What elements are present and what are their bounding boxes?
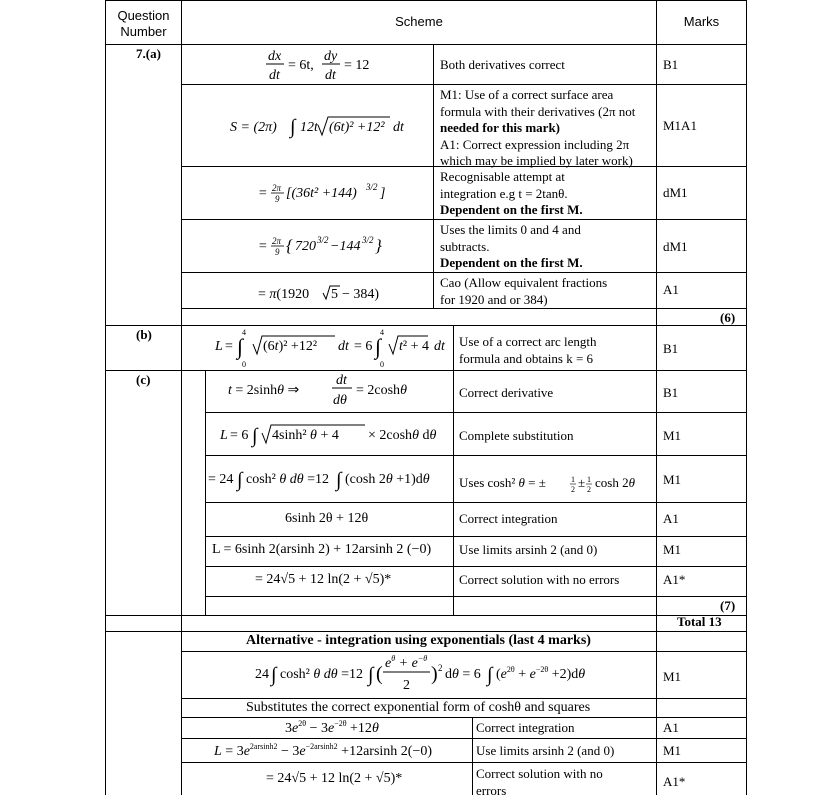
svg-text:dθ: dθ <box>333 393 347 408</box>
part-a-working-3 <box>258 181 388 209</box>
svg-text:∫: ∫ <box>237 334 244 359</box>
part-c-mark-2: M1 <box>663 428 682 443</box>
svg-text:dt: dt <box>393 120 404 135</box>
alt-working-4 <box>214 740 470 766</box>
svg-text:L: L <box>220 428 228 443</box>
part-c-working-2 <box>220 421 450 453</box>
part-a-working-5 <box>258 283 388 309</box>
svg-text:∫: ∫ <box>487 664 493 686</box>
part-a-working-2 <box>230 113 430 145</box>
svg-text:{: { <box>286 236 293 255</box>
svg-text:cosh² θ dθ =12: cosh² θ dθ =12 <box>246 472 330 487</box>
part-a-working-4 <box>258 233 388 263</box>
alt-mark-3: A1 <box>663 720 679 735</box>
part-a-mark-3: dM1 <box>663 185 688 200</box>
header-marks: Marks <box>683 14 720 29</box>
svg-text:0: 0 <box>380 360 384 369</box>
part-c-mark-4: A1 <box>663 511 679 526</box>
svg-text:=: = <box>258 186 268 201</box>
svg-text:= 6t,: = 6t, <box>288 58 314 73</box>
svg-text:[(36t² +144): [(36t² +144) <box>286 186 357 201</box>
part-a-note-5: Cao (Allow equivalent fractions for 1920 and or 384) <box>440 275 608 307</box>
alt-working-1 <box>255 653 615 701</box>
alt-mark-5: A1* <box>663 774 686 789</box>
svg-text:}: } <box>375 236 382 255</box>
svg-text:dθ = 6: dθ = 6 <box>445 667 481 682</box>
svg-text:dt: dt <box>325 68 336 83</box>
svg-text:4: 4 <box>380 328 384 337</box>
part-c-mark-5: M1 <box>663 542 682 557</box>
svg-text:L = 3e2arsinh2 − 3e−2arsinh2 +: $L = 3e^{2arsinh2} - 3e^{-2arsinh2} +12arsinh$ 2(−0) <box>214 742 433 759</box>
alt-working-3 <box>285 718 415 742</box>
svg-text:t = 2sinhθ ⇒: t = 2sinhθ ⇒ <box>228 383 300 398</box>
part-c-note-1: Correct derivative <box>459 385 554 400</box>
svg-text:4sinh² θ + 4: 4sinh² θ + 4 <box>272 428 339 443</box>
svg-text:S = (2π): S = (2π) <box>230 120 277 135</box>
svg-text:= 12: = 12 <box>344 58 370 73</box>
svg-text:3/2: 3/2 <box>366 182 378 192</box>
part-b-note: Use of a correct arc length formula and obtains k = 6 <box>459 334 597 366</box>
svg-text:dt: dt <box>336 373 347 388</box>
svg-text:= 2coshθ: = 2coshθ <box>356 383 407 398</box>
svg-text:(e2θ + e−2θ +2)dθ: $(e^{2\theta} + e^{-2\theta} +2)d\theta$ <box>496 665 586 682</box>
svg-text:t² + 4: t² + 4 <box>399 339 429 354</box>
part-c-note-5: Use limits arsinh 2 (and 0) <box>459 542 598 557</box>
svg-text:2π: 2π <box>272 183 282 193</box>
svg-text:= 6: = 6 <box>230 428 249 443</box>
alt-mark-4: M1 <box>663 743 682 758</box>
svg-text:(6t)² +12²: (6t)² +12² <box>263 339 318 354</box>
alt-note-5: Correct solution with no errors <box>476 766 603 798</box>
svg-text:=: = <box>225 339 233 354</box>
svg-text:9: 9 <box>275 194 280 204</box>
part-a-mark-4: dM1 <box>663 239 688 254</box>
part-c-working-1 <box>228 372 448 414</box>
svg-text:− 384): − 384) <box>342 287 380 302</box>
svg-text:): ) <box>431 663 438 685</box>
svg-text:3e2θ − 3e−2θ +12θ: $3e^{2\theta} - 3e^{-2\theta} +12\theta$ <box>285 719 379 736</box>
part-c-note-6: Correct solution with no errors <box>459 572 620 587</box>
svg-text:−144: −144 <box>330 239 361 254</box>
svg-text:2: 2 <box>403 678 410 693</box>
svg-text:24: 24 <box>255 667 269 682</box>
part-a-note-3: Recognisable attempt at integration e.g t = 2tanθ. Dependent on the first M. <box>440 169 583 217</box>
svg-text:× 2coshθ dθ: × 2coshθ dθ <box>368 428 437 443</box>
svg-text:12t: 12t <box>300 120 318 135</box>
part-c-label: (c) <box>136 372 151 387</box>
part-b-working <box>215 327 451 373</box>
part-c-working-6: = 24√5 + 12 ln(2 + √5)* <box>255 572 392 587</box>
svg-text:(: ( <box>376 663 383 685</box>
alternative-title: Alternative - integration using exponentials (last 4 marks) <box>246 633 591 648</box>
svg-text:∫: ∫ <box>237 469 243 491</box>
part-c-mark-6: A1* <box>663 572 686 587</box>
part-a-working-1 <box>262 49 432 83</box>
svg-text:= π(1920: = π(1920 <box>258 287 310 302</box>
alt-note-3: Correct integration <box>476 720 575 735</box>
svg-text:∫: ∫ <box>271 664 277 686</box>
svg-text:1: 1 <box>587 475 591 484</box>
svg-text:dt: dt <box>269 68 280 83</box>
svg-text:2: 2 <box>438 663 443 673</box>
svg-text:∫: ∫ <box>336 469 342 491</box>
svg-text:L: L <box>215 339 223 354</box>
part-c-working-5: L = 6sinh 2(arsinh 2) + 12arsinh 2 (−0) <box>212 542 432 557</box>
part-a-mark-1: B1 <box>663 57 679 72</box>
part-c-working-3 <box>208 466 452 496</box>
svg-text:cosh² θ dθ =12: cosh² θ dθ =12 <box>280 667 364 682</box>
alt-working-2: Substitutes the correct exponential form of coshθ and squares <box>246 700 591 715</box>
svg-text:4: 4 <box>242 328 246 337</box>
part-c-mark-3: M1 <box>663 472 682 487</box>
part-a-label: 7.(a) <box>136 46 161 61</box>
svg-text:3/2: 3/2 <box>362 235 374 245</box>
part-c-subtotal: (7) <box>720 598 736 613</box>
alt-mark-1: M1 <box>663 669 682 684</box>
header-question-number: Question Number <box>117 8 170 39</box>
part-b-mark: B1 <box>663 341 679 356</box>
svg-text:dx: dx <box>268 49 282 64</box>
svg-text:(6t)² +12²: (6t)² +12² <box>329 120 385 135</box>
alt-note-4: Use limits arsinh 2 (and 0) <box>476 743 615 758</box>
svg-text:∫: ∫ <box>375 334 382 359</box>
part-a-subtotal: (6) <box>720 310 736 325</box>
svg-text:= 6: = 6 <box>354 339 373 354</box>
svg-text:∫: ∫ <box>252 425 258 447</box>
svg-text:∫: ∫ <box>290 116 296 138</box>
part-a-mark-2: M1A1 <box>663 118 697 133</box>
svg-text:dt: dt <box>434 339 445 354</box>
svg-text:2: 2 <box>571 485 575 494</box>
header-scheme: Scheme <box>395 14 443 29</box>
part-c-note-3 <box>459 473 654 497</box>
part-a-note-1: Both derivatives correct <box>440 57 565 72</box>
part-c-note-2: Complete substitution <box>459 428 574 443</box>
total-marks: Total 13 <box>677 614 722 629</box>
svg-text:= 24: = 24 <box>208 472 234 487</box>
part-c-note-4: Correct integration <box>459 511 558 526</box>
svg-text:]: ] <box>380 186 386 201</box>
svg-text:5: 5 <box>331 287 338 302</box>
svg-text:dt: dt <box>338 339 349 354</box>
svg-text:dy: dy <box>324 49 338 64</box>
part-c-mark-1: B1 <box>663 385 679 400</box>
svg-text:0: 0 <box>242 360 246 369</box>
svg-text:3/2: 3/2 <box>317 235 329 245</box>
part-a-mark-5: A1 <box>663 282 679 297</box>
svg-text:eθ + e−θ: $e^\theta + e^{-\theta}$ <box>385 654 428 671</box>
svg-text:cosh 2θ: cosh 2θ <box>595 475 635 490</box>
svg-text:720: 720 <box>295 239 316 254</box>
part-a-note-2: M1: Use of a correct surface area formula with their derivatives (2π not needed for this mark) A1: Correct expression including 2π which may be implied by later work) <box>440 87 636 168</box>
svg-text:∫: ∫ <box>368 664 374 686</box>
part-a-note-4: Uses the limits 0 and 4 and subtracts. Dependent on the first M. <box>440 222 583 270</box>
svg-text:Uses cosh² θ = ±: Uses cosh² θ = ± <box>459 475 546 490</box>
svg-text:=: = <box>258 239 268 254</box>
part-b-label: (b) <box>136 327 152 342</box>
svg-text:2: 2 <box>587 485 591 494</box>
svg-text:9: 9 <box>275 247 280 257</box>
part-c-working-4: 6sinh 2θ + 12θ <box>285 511 369 526</box>
svg-text:(cosh 2θ +1)dθ: (cosh 2θ +1)dθ <box>345 472 430 487</box>
svg-text:2π: 2π <box>272 236 282 246</box>
svg-text:±: ± <box>578 475 586 490</box>
alt-working-5: = 24√5 + 12 ln(2 + √5)* <box>266 771 403 786</box>
svg-text:1: 1 <box>571 475 575 484</box>
